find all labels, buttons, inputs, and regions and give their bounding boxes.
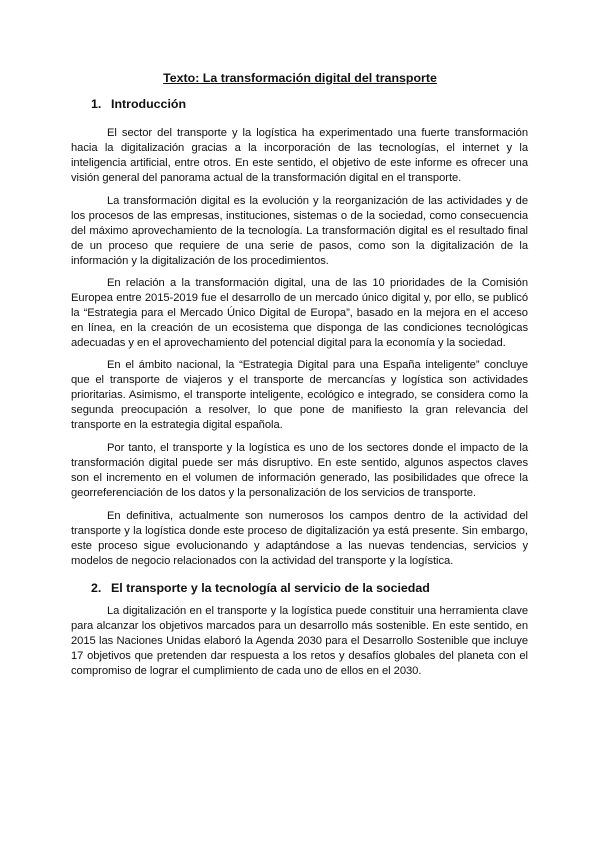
paragraph: En definitiva, actualmente son numerosos los campos dentro de la actividad del transporte y la logística donde este proceso de digitalización ya está presente. Sin embargo, este proceso sigue evolucionando y adaptándose a las nuevas tendencias, servicios y modelos de negocio relacionados con la actividad del transporte y la logística. [71,510,528,568]
section-title: El transporte y la tecnología al servicio de la sociedad [111,581,430,595]
paragraph: La transformación digital es la evolución y la reorganización de las actividades y de los procesos de las empresas, instituciones, sistemas o de la sociedad, como consecuencia del máximo aprovechamiento de la tecnología. La transformación digital es el resultado final de un proceso que requiere de una serie de pasos, como son la digitalización de la información y la digitalización de los procedimientos. [71,195,528,268]
section-title: Introducción [111,97,187,111]
section-number: 1. [91,97,102,111]
paragraph: El sector del transporte y la logística ha experimentado una fuerte transformación hacia la digitalización gracias a la incorporación de las tecnologías, el internet y la inteligencia artificial, entre otros. En este sentido, el objetivo de este informe es ofrecer una visión general del panorama actual de la transformación digital en el transporte. [71,127,528,185]
paragraph: Por tanto, el transporte y la logística es uno de los sectores donde el impacto de la transformación digital puede ser más disruptivo. En este sentido, algunos aspectos claves son el incremento en el volumen de información generado, las posibilidades que ofrece la georreferenciación de los datos y la personalización de los servicios de transporte. [71,442,528,500]
paragraph: La digitalización en el transporte y la logística puede constituir una herramienta clave para alcanzar los objetivos marcados para un desarrollo más sostenible. En este sentido, en 2015 las Naciones Unidas elaboró la Agenda 2030 para el Desarrollo Sostenible que incluye 17 objetivos que pretenden dar respuesta a los retos y desafíos globales del planeta con el compromiso de lograr el cumplimiento de cada uno de ellos en el 2030. [71,605,528,678]
paragraph: En el ámbito nacional, la “Estrategia Digital para una España inteligente” concluye que el transporte de viajeros y el transporte de mercancías y logística son actividades prioritarias. Asimismo, el transporte inteligente, ecológico e integrado, se considera como la segunda preocupación a resolver, lo que pone de manifiesto la gran relevancia del transporte en la estrategia digital española. [71,359,528,432]
section-heading-transporte-tecnologia [91,581,531,596]
document-title: Texto: La transformación digital del transporte [163,71,437,85]
section-heading-introduccion [91,97,531,112]
section-number: 2. [91,581,102,595]
paragraph: En relación a la transformación digital, una de las 10 prioridades de la Comisión Europea entre 2015-2019 fue el desarrollo de un mercado único digital y, por ello, se publicó la “Estrategia para el Mercado Único Digital de Europa”, basado en la mejora en el acceso en línea, en la creación de un ecosistema que disponga de las condiciones tecnológicas adecuadas y en el aprovechamiento del potencial digital para la economía y la sociedad. [71,277,528,350]
